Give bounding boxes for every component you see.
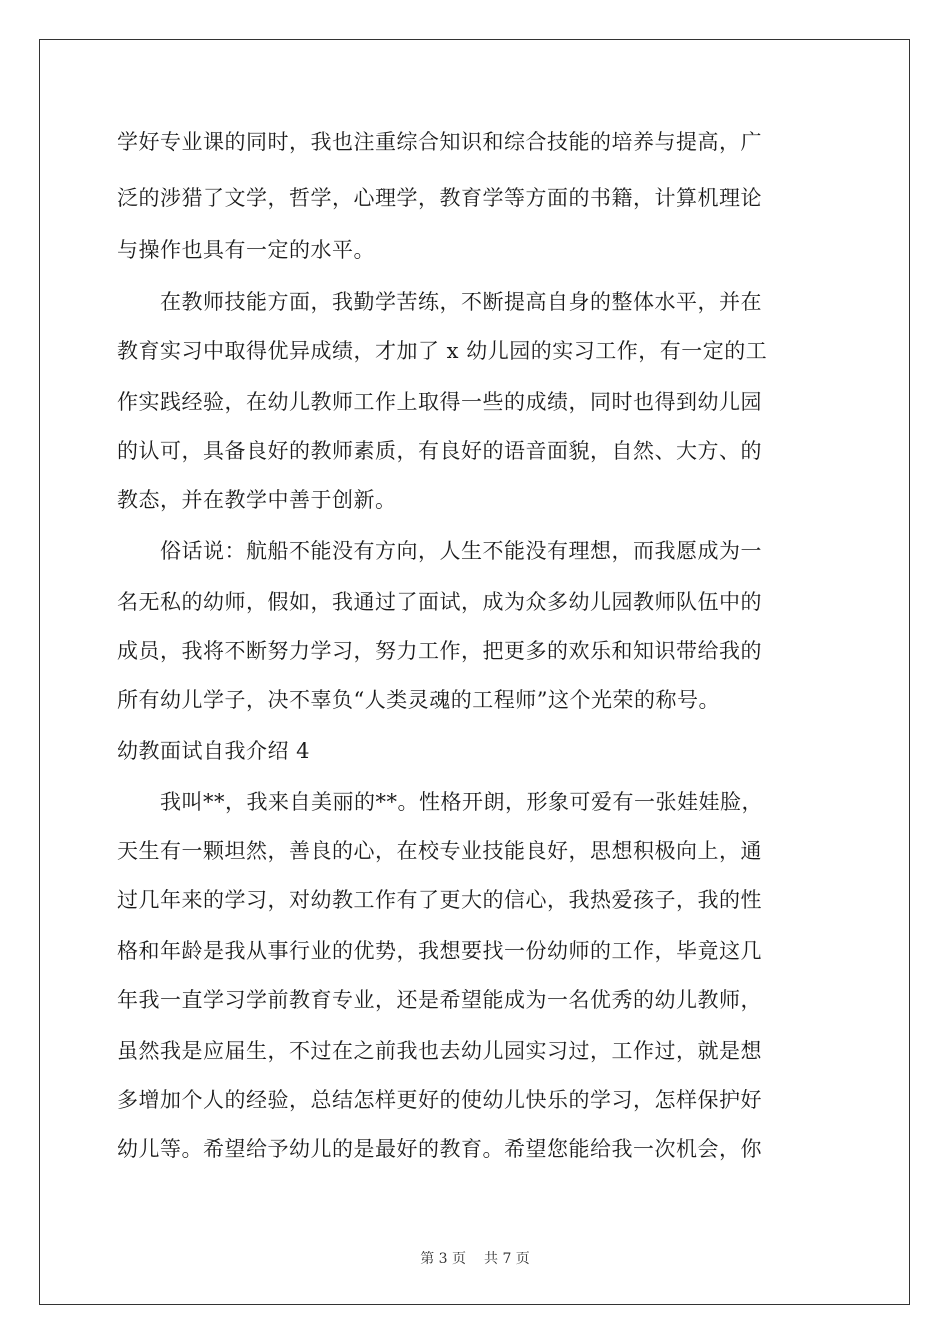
text-line: 在教师技能方面，我勤学苦练，不断提高自身的整体水平，并在	[117, 290, 762, 314]
text-line: 虽然我是应届生，不过在之前我也去幼儿园实习过，工作过，就是想	[117, 1039, 762, 1063]
text-line: 天生有一颗坦然，善良的心，在校专业技能良好，思想积极向上，通	[117, 839, 762, 863]
text-line: 成员，我将不断努力学习，努力工作，把更多的欢乐和知识带给我的	[117, 639, 762, 663]
text-line: 所有幼儿学子，决不辜负“人类灵魂的工程师”这个光荣的称号。	[117, 688, 720, 712]
text-line: 名无私的幼师，假如，我通过了面试，成为众多幼儿园教师队伍中的	[117, 590, 762, 614]
page-footer	[0, 1248, 950, 1268]
page-border	[39, 39, 910, 1305]
text-line: 泛的涉猎了文学，哲学，心理学，教育学等方面的书籍，计算机理论	[117, 186, 762, 210]
text-line: 多增加个人的经验，总结怎样更好的使幼儿快乐的学习，怎样保护好	[117, 1088, 762, 1112]
text-line: 教育实习中取得优异成绩，才加了 x 幼儿园的实习工作，有一定的工	[117, 339, 768, 363]
text-line: 教态，并在教学中善于创新。	[117, 488, 397, 512]
text-line: 幼儿等。希望给予幼儿的是最好的教育。希望您能给我一次机会，你	[117, 1137, 762, 1161]
text-line: 俗话说：航船不能没有方向，人生不能没有理想，而我愿成为一	[117, 539, 762, 563]
text-line: 年我一直学习学前教育专业，还是希望能成为一名优秀的幼儿教师，	[117, 988, 762, 1012]
text-line: 的认可，具备良好的教师素质，有良好的语音面貌，自然、大方、的	[117, 439, 762, 463]
text-line: 与操作也具有一定的水平。	[117, 238, 375, 262]
text-line: 格和年龄是我从事行业的优势，我想要找一份幼师的工作，毕竟这几	[117, 939, 762, 963]
text-line: 作实践经验，在幼儿教师工作上取得一些的成绩，同时也得到幼儿园	[117, 390, 762, 414]
text-line: 过几年来的学习，对幼教工作有了更大的信心，我热爱孩子，我的性	[117, 888, 762, 912]
text-line: 我叫**，我来自美丽的**。性格开朗，形象可爱有一张娃娃脸，	[117, 790, 763, 814]
section-heading: 幼教面试自我介绍 4	[117, 739, 311, 763]
page-number: 第 3 页	[420, 1251, 466, 1267]
text-line: 学好专业课的同时，我也注重综合知识和综合技能的培养与提高，广	[117, 130, 762, 154]
page-total: 共 7 页	[484, 1251, 530, 1267]
